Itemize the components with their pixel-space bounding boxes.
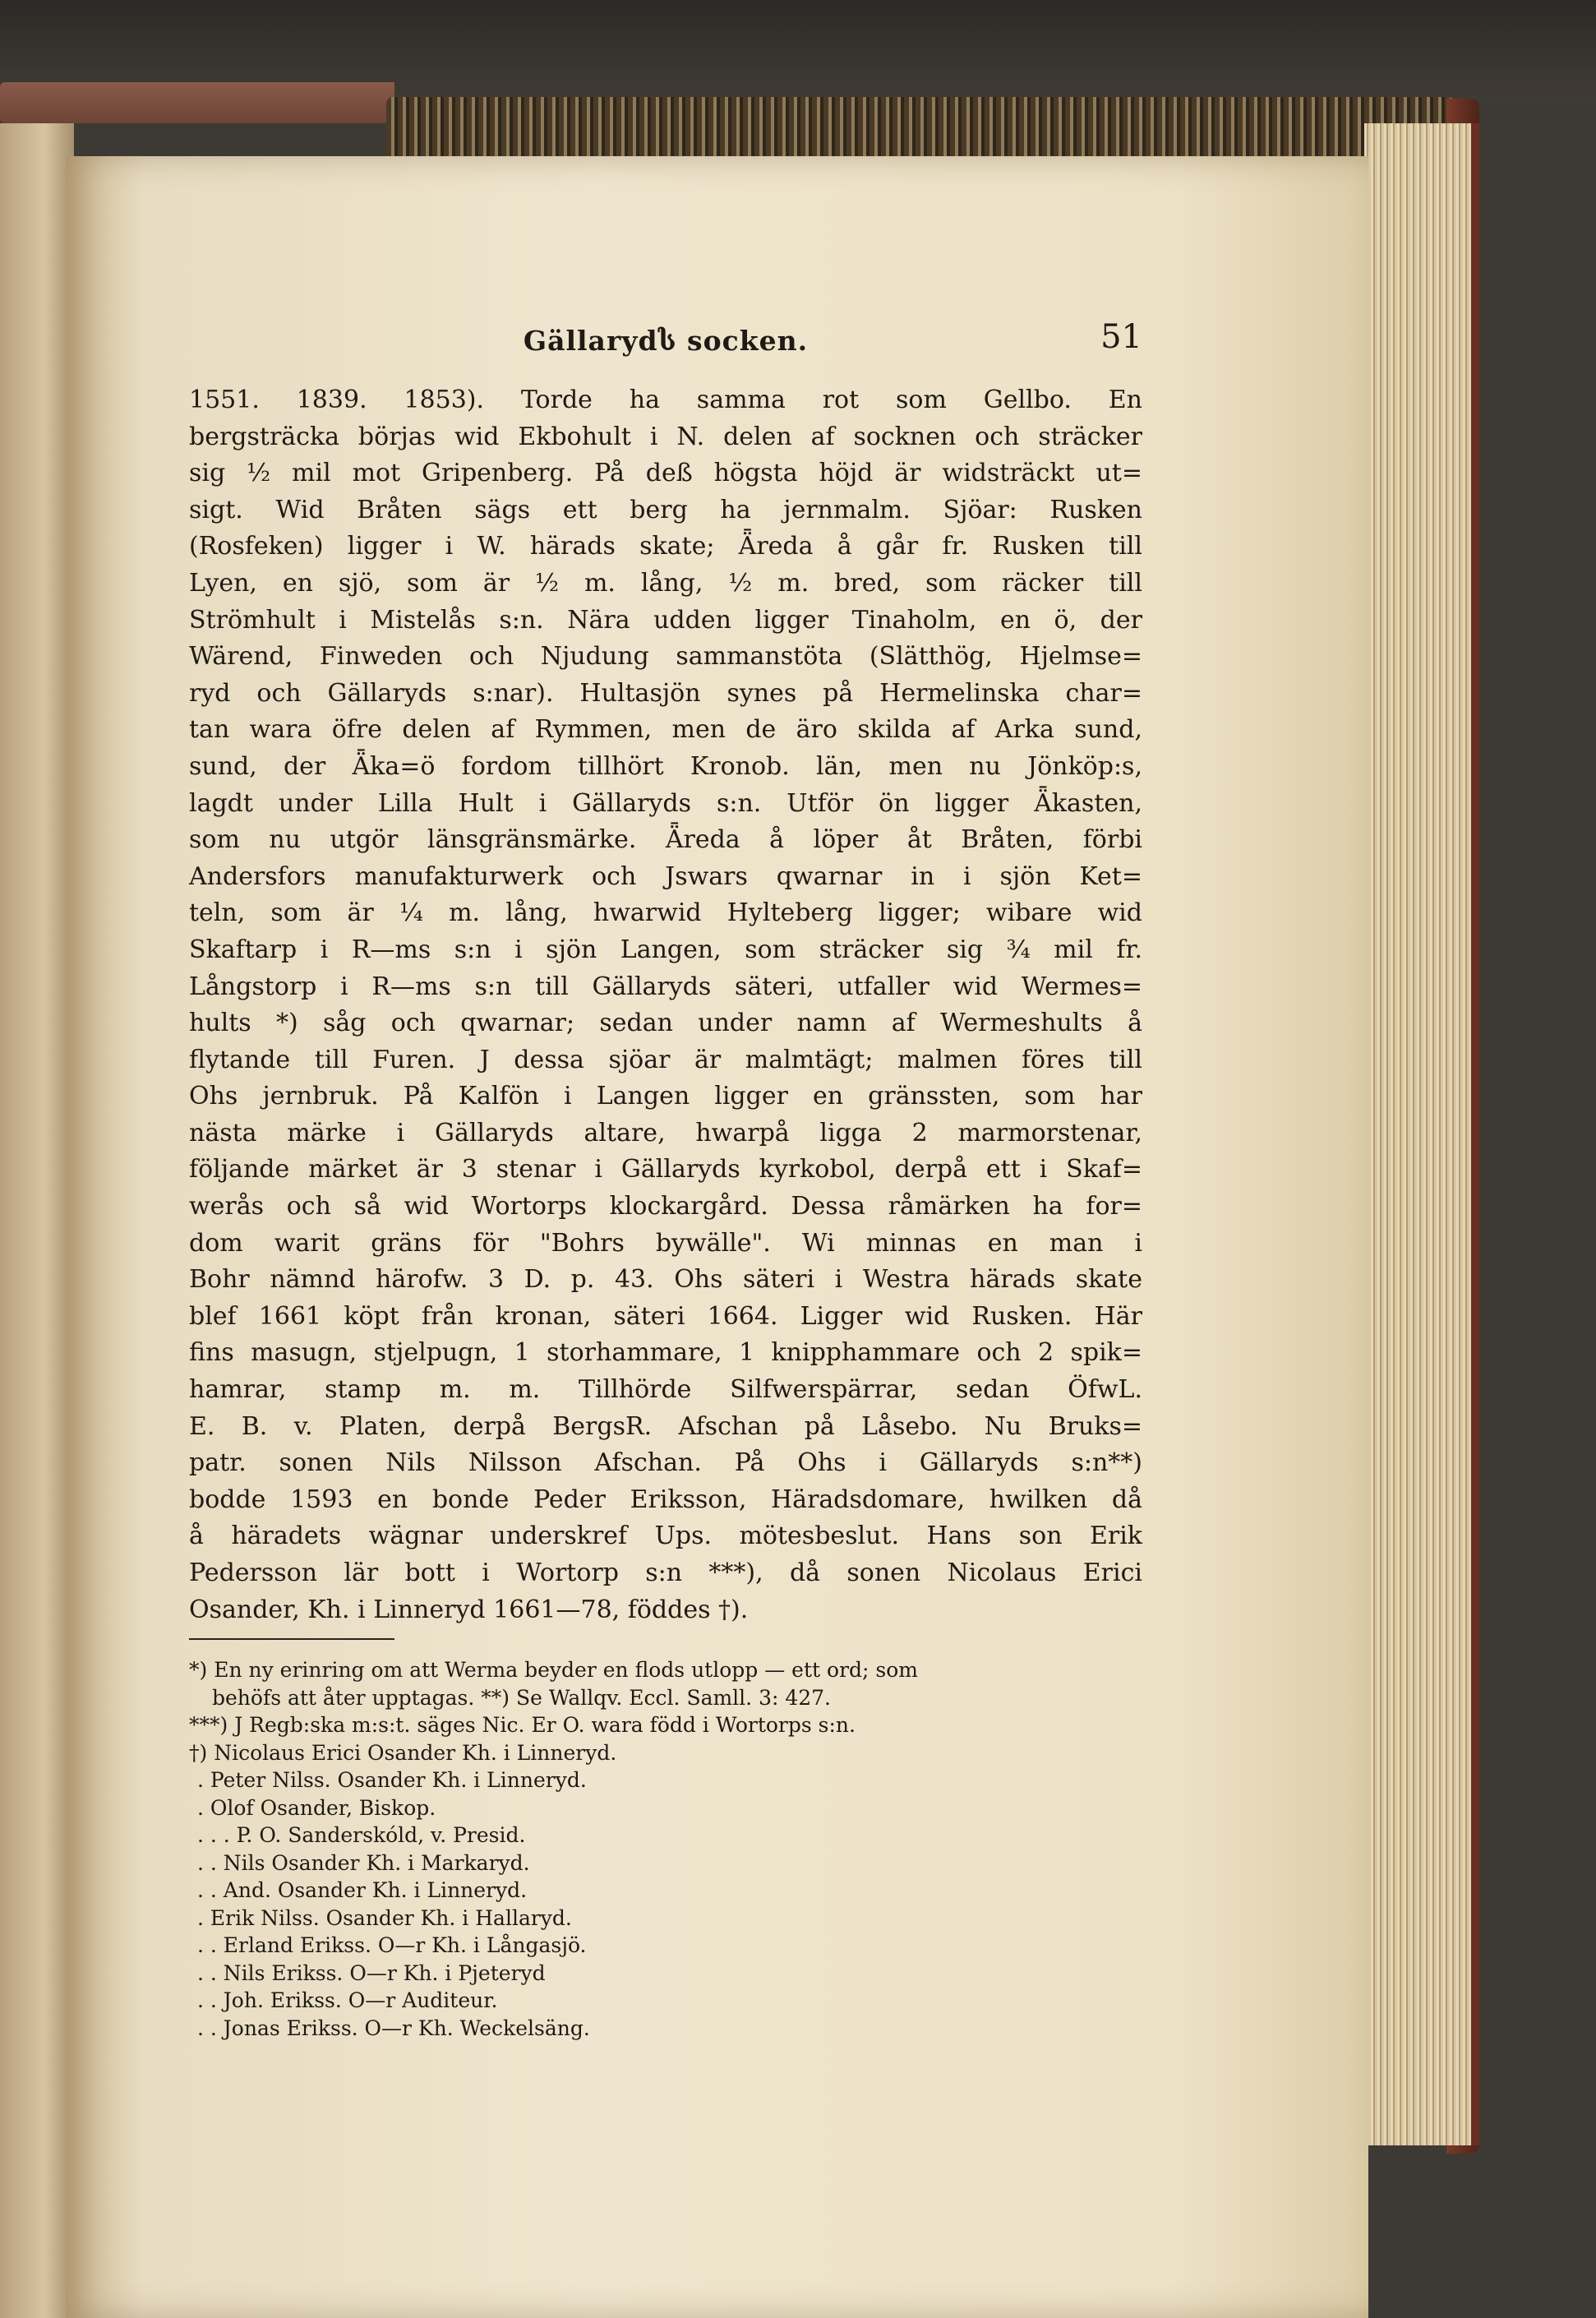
- text-line: Långstorp i R—ms s:n till Gällaryds säteri, utfaller wid Wermes=: [189, 972, 1142, 1001]
- left-page-gutter: [0, 123, 74, 2318]
- text-line: dom warit gräns för "Bohrs bywälle". Wi minnas en man i: [189, 1228, 1142, 1258]
- running-head: [189, 318, 1142, 382]
- text-line: patr. sonen Nils Nilsson Afschan. På Ohs i Gällaryds s:n**): [189, 1448, 1142, 1478]
- descendant-line: . . Jonas Erikss. O—r Kh. Weckelsäng.: [197, 2016, 590, 2040]
- descendant-line: . . Nils Osander Kh. i Markaryd.: [197, 1850, 530, 1875]
- footnotes: [189, 1656, 1142, 2042]
- text-line: sund, der Ǟka=ö fordom tillhört Kronob. län, men nu Jönköp:s,: [189, 751, 1142, 781]
- text-line: fins masugn, stjelpugn, 1 storhammare, 1 knipphammare och 2 spik=: [189, 1338, 1142, 1368]
- text-line: Wärend, Finweden och Njudung sammanstöta (Slätthög, Hjelmse=: [189, 642, 1142, 672]
- running-title: Gällarydს socken.: [523, 325, 809, 357]
- descendant-line: . . And. Osander Kh. i Linneryd.: [197, 1878, 528, 1903]
- text-line: teln, som är ¼ m. lång, hwarwid Hylteberg ligger; wibare wid: [189, 898, 1142, 928]
- descendant-line: . . Erland Erikss. O—r Kh. i Långasjö.: [197, 1933, 587, 1958]
- text-line: bodde 1593 en bonde Peder Eriksson, Häradsdomare, hwilken då: [189, 1485, 1142, 1514]
- text-line: sigt. Wid Bråten sägs ett berg ha jernmalm. Sjöar: Rusken: [189, 495, 1142, 524]
- text-line: ryd och Gällaryds s:nar). Hultasjön synes på Hermelinska char=: [189, 678, 1142, 708]
- page-text-block: [189, 318, 1142, 2042]
- body-text: [189, 382, 1142, 1628]
- descendant-line: . Peter Nilss. Osander Kh. i Linneryd.: [197, 1768, 587, 1793]
- text-line: tan wara öfre delen af Rymmen, men de äro skilda af Arka sund,: [189, 715, 1142, 745]
- text-line: sig ½ mil mot Gripenberg. På deß högsta höjd är widsträckt ut=: [189, 459, 1142, 488]
- descendant-line: . . . P. O. Sanderskóld, v. Presid.: [197, 1823, 526, 1848]
- text-line: Bohr nämnd härofw. 3 D. p. 43. Ohs säteri i Westra härads skate: [189, 1265, 1142, 1295]
- text-line: Ohs jernbruk. På Kalfön i Langen ligger en gränssten, som har: [189, 1082, 1142, 1111]
- footnote-line: behöfs att åter upptagas. **) Se Wallqv. Eccl. Samll. 3: 427.: [212, 1685, 832, 1710]
- text-line: Skaftarp i R—ms s:n i sjön Langen, som sträcker sig ¾ mil fr.: [189, 935, 1142, 964]
- page-edges-right: [1364, 123, 1479, 2145]
- footnote-rule: [189, 1638, 394, 1640]
- text-line: Strömhult i Mistelås s:n. Nära udden ligger Tinaholm, en ö, der: [189, 605, 1142, 635]
- text-line: flytande till Furen. J dessa sjöar är malmtägt; malmen föres till: [189, 1045, 1142, 1074]
- book-page: [66, 156, 1368, 2318]
- text-line: Osander, Kh. i Linneryd 1661—78, föddes †).: [189, 1595, 749, 1624]
- text-line: blef 1661 köpt från kronan, säteri 1664. Ligger wid Rusken. Här: [189, 1301, 1142, 1331]
- text-line: som nu utgör länsgränsmärke. Ǟreda å löper åt Bråten, förbi: [189, 825, 1142, 855]
- page-edges-top: [386, 97, 1455, 163]
- book-cover-cloth: [0, 82, 394, 123]
- footnote-line: †) Nicolaus Erici Osander Kh. i Linneryd.: [189, 1740, 617, 1765]
- text-line: lagdt under Lilla Hult i Gällaryds s:n. Utför ön ligger Ǟkasten,: [189, 788, 1142, 818]
- text-line: Lyen, en sjö, som är ½ m. lång, ½ m. bred, som räcker till: [189, 568, 1142, 598]
- text-line: hamrar, stamp m. m. Tillhörde Silfwerspärrar, sedan ÖfwL.: [189, 1375, 1142, 1405]
- text-line: Andersfors manufakturwerk och Jswars qwarnar in i sjön Ket=: [189, 861, 1142, 891]
- text-line: följande märket är 3 stenar i Gällaryds kyrkobol, derpå ett i Skaf=: [189, 1155, 1142, 1184]
- text-line: 1551. 1839. 1853). Torde ha samma rot som Gellbo. En: [189, 386, 1142, 414]
- text-line: werås och så wid Wortorps klockargård. Dessa råmärken ha for=: [189, 1192, 1142, 1221]
- text-line: nästa märke i Gällaryds altare, hwarpå ligga 2 marmorstenar,: [189, 1118, 1142, 1147]
- page-number: 51: [1100, 318, 1142, 356]
- text-line: å häradets wägnar underskref Ups. mötesbeslut. Hans son Erik: [189, 1521, 1142, 1551]
- text-line: hults *) såg och qwarnar; sedan under namn af Wermeshults å: [189, 1009, 1142, 1038]
- text-line: (Rosfeken) ligger i W. härads skate; Ǟreda å går fr. Rusken till: [189, 532, 1142, 561]
- footnote-line: ***) J Regb:ska m:s:t. säges Nic. Er O. wara född i Wortorps s:n.: [189, 1713, 856, 1738]
- descendant-line: . . Nils Erikss. O—r Kh. i Pjeteryd: [197, 1960, 546, 1985]
- descendant-line: . Erik Nilss. Osander Kh. i Hallaryd.: [197, 1905, 572, 1930]
- text-line: E. B. v. Platen, derpå BergsR. Afschan på Låsebo. Nu Bruks=: [189, 1411, 1142, 1441]
- footnote-line: *) En ny erinring om att Werma beyder en flods utlopp — ett ord; som: [189, 1658, 918, 1683]
- descendant-line: . . Joh. Erikss. O—r Auditeur.: [197, 1988, 498, 2013]
- descendant-line: . Olof Osander, Biskop.: [197, 1795, 436, 1820]
- text-line: bergsträcka börjas wid Ekbohult i N. delen af socknen och sträcker: [189, 422, 1142, 451]
- text-line: Pedersson lär bott i Wortorp s:n ***), då sonen Nicolaus Erici: [189, 1558, 1142, 1587]
